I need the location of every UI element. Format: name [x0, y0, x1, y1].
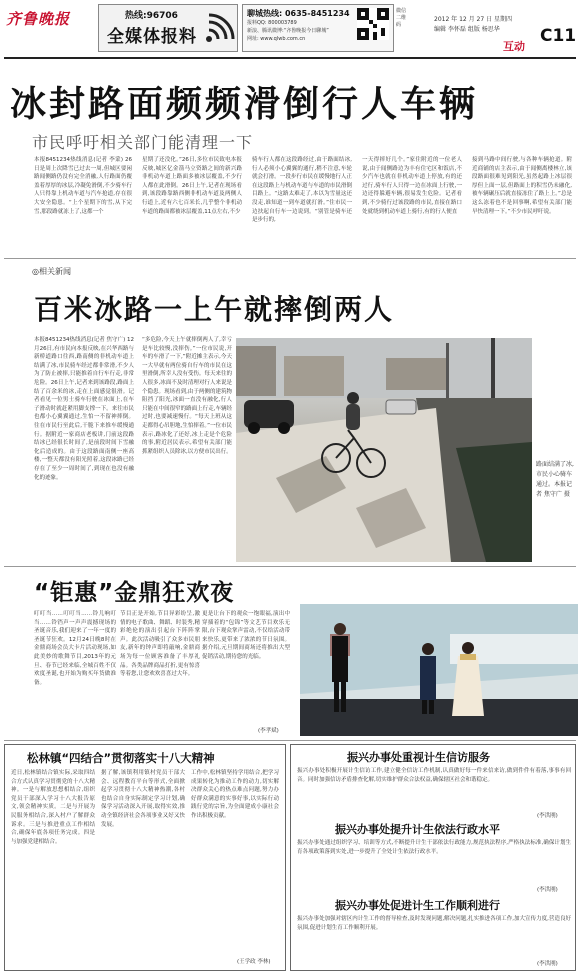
article2-column: 节目正是开始,节目异彩纷呈,激情的电子歌曲、舞蹈、时装秀,精彩绝伦的演出引起台下阵阵掌声。此次活动吸引了众多市民朋友,新年的钟声即将敲响,金鼎商场为每一位顾客准备了丰厚礼品。各类品牌商品打折,更有惊喜等着您,让您欢欢喜喜过大年。: [120, 611, 200, 678]
article1-headline: 冰封路面频频滑倒行人车辆: [10, 84, 479, 125]
hotline-banner: [98, 4, 238, 52]
related-news-label: ◎相关新闻: [32, 267, 71, 276]
related-column: 本报8451234热线消息(记者 焦守广) 12月26日,有市民向本报反映,在兴华西路与新桥道路口往西,路南侧的非机动车道上结满了冰,市民骑车经过都非常滑,不少人为了防止被摔,只能推着自行车行走,非常危险。26日上午,记者来到该路段,路面上结了百余米的冰,走在上面感觉很滑。记者看见一位男士骑车行驶在冰面上,在车子滑动时就赶紧用脚支撑一下。来往市民也都小心翼翼通过,生怕一不留神摔倒。往在市民行至此后,干脆下来推车缓慢通行。据附近一家商店老板讲,门前这段路结冰已经很长时间了,是前段时间下雪融化后造成的。由于这段路面南侧一座高楼,一整天都没有阳光照着,这段冰路已经存在了至少一周时间了,到现在也没有融化的迹象。: [34, 337, 134, 481]
right-item-credit: (李洪刚): [537, 813, 558, 819]
contact-line: 网址: www.qlwb.com.cn: [247, 36, 306, 42]
editor-line: 编辑 李怀磊 组版 杨思华: [434, 26, 500, 33]
left-box-column: 近日,松林镇结合镇实际,采取四结合方式认真学习贯彻党的十八大精神。一是与解放思想相结合,组织党员干部深入学习十八大报告原文,领会精神实质。二是与开展为民服务相结合,深入村户了解群众诉求。三是与推进重点工作相结合,确保年底各项任务完成。四是与加强党建相结合。: [11, 770, 95, 845]
article1-subhead: 市民呼吁相关部门能清理一下: [32, 133, 254, 152]
left-box-column: 据了解,该镇利用镇村党员干部大会、远程教育平台等形式,全面掀起学习贯彻十八大精神热潮,各村也结合自身实际制定学习计划,确保学习活动深入开展,取得实效,推动全镇经济社会各项事业又好又快发展。: [101, 770, 185, 828]
article2-column: 更是让台下的观众一饱眼福,演出中穿插着的“包锦”等文艺节目欢乐无限,台下观众掌声雷动,不仅给活动带来快乐,更带来了浓浓的节日氛围。据介绍,元旦期间商场还将推出大型促销活动,期待您的光临。: [202, 611, 290, 660]
news-photo: [236, 338, 532, 562]
contact-line: 聊城热线: 0635-8451234: [247, 9, 350, 18]
right-item-credit: (李洪刚): [537, 887, 558, 893]
article1-column: 骑车行人都在这段路经过,由于路面结冰,行人必须小心翼翼的通行,稍不注意,车轮就会打滑。一段步行市民在缓慢地行人正在这段路上与机动车道与车道的市民滑倒目路上。“这路太难走了,本以为雪量这还没走,谁知道一到车道就打滑。”住市民一边扶起自行车一边说到。“别管是骑车还是步行的,: [252, 157, 352, 224]
right-item-body: 振兴办事处加强对辖区内计生工作的督导检查,及时发现问题,解决问题,扎实推进各项工作,加大宣传力度,营造良好氛围,促进计划生育工作顺利开展。: [297, 916, 571, 931]
right-item-headline: 振兴办事处重视计生信访服务: [347, 751, 490, 764]
left-box-credit: (王学政 李林): [237, 959, 271, 965]
event-photo: [300, 604, 578, 736]
bottom-left-box: [4, 744, 286, 971]
article2-column: 叮叮当……叮叮当……铃儿响叮当……铃铛声一声声震撼现场的圣诞音乐,我们迎来了一年一度的圣诞节狂欢。12月24日晚8时在金鼎商场会员大卡片活动现场,如此美妙的歌舞节目,2013年的元旦、春节已经来临,全城百姓不仅欢度圣诞,也开始为购买年货做准备。: [34, 611, 116, 686]
banner-title: 全媒体报料: [107, 27, 197, 47]
article1-column: 接到马路中间行驶,与各种车辆抢道。附近商铺的店主表示,由于闻侧离楼林立,该段路面很难见到阳光,虽然起路上冰层很厚但上面一层,但路面上的积雪仍未融化,被车辆碾压后就直接冻住了路上上。”总是这么冻着也不是回事啊,希望有关部门能早快清理一下。”不少市民呼吁说。: [472, 157, 572, 215]
article1-column: 一天得摔好几个。”家住附近的一位老人说,由于闻侧路边为丰有住宅区和饭店,不少汽车也就在非机动车道上停放,有的还过行,骑车行人只得一边在冰面上行驶,一边还得躲避车辆,很易发生危险。记者看到,不少骑行过该段路的市民,直接在路口处就绕到机动车道上骑行,有的行人便直: [362, 157, 462, 215]
article2-credit: (李孝斌): [258, 728, 279, 734]
article1-column: 星期了还没化。”26日,多位市民致电本报反映,城区亿金箭马立资路之间的新兴路非机动车道上路面多被冰层覆盖,不少行人都在此滑倒。26日上午,记者在现场看到,该段路靠路西侧非机动车道及两侧人行道上,近有六七百米长,几乎整个非机动车道的路面都被冰层覆盖,11点左右,不少: [142, 157, 242, 215]
left-box-headline: 松林镇“四结合”贯彻落实十八大精神: [27, 751, 215, 765]
qr-caption: 微信二维码: [396, 8, 407, 28]
hotline-number: 96706: [146, 11, 178, 21]
related-headline: 百米冰路一上午就摔倒两人: [34, 293, 395, 326]
wifi-signal-icon: [203, 13, 235, 45]
article2-headline: “钜惠”金鼎狂欢夜: [34, 580, 235, 606]
photo-caption: 路面结满了冰,市民小心骑车通过。本报记者 焦守广 摄: [536, 461, 574, 498]
left-box-column: 工作中,松林镇坚持学用结合,把学习成果转化为推动工作的动力,切实解决群众关心的热点难点问题,努力办好群众满意的实事好事,以实际行动践行党的宗旨,为全面建成小康社会作出积极贡献。: [191, 770, 279, 819]
article1-column: 本报8451234热线消息(记者 李蒙) 26日是周上次降雪已过去一周,但城区要闲路闻侧路仍没有完全消融,人行路面仍覆盖着厚厚的冰层,冷凝免滑倒,不少骑车行人只得靠上机动车道与汽车抢道,存在很大安全隐患。“上个星期下的雪,从下完雪,那段路就冻上了,这都一个: [34, 157, 132, 215]
right-item-body: 振兴办事处通过组织学习、培训等方式,不断提升计生干部依法行政能力,规范执法程序,严格执法标准,确保计划生育各项政策落到实处,进一步提升了全处计生依法行政水平。: [297, 840, 571, 855]
contact-line: 新浪、腾讯微博:“齐鲁晚报今日聊城”: [247, 28, 329, 34]
related-column: “多危险,今天上午就摔倒两人了,幸亏是车比较慢,没摔伤。”一位市民说,开车的车滑了一下,”附近摊主表示,今天一大早就有两位骑自行车的市民在这里滑倒,所幸人没有受伤。每天来往的人很多,冰面不及时清理对行人来说是个隐患。现场看到,由于两侧的建筑物阻挡了阳光,冰面一直没有融化,行人只能在中间很窄的路面上行走,车辆经过时,也要减速慢行。“每天上班从这走都得心吊胆地,生怕摔着。”一位市民表示,路冰化了还好,冰上走是个危险的事,附近居民表示,希望有关部门能抓紧组织人员除冰,以方便市民出行。: [142, 337, 232, 455]
page-number: C11: [540, 26, 577, 46]
hotline-label: 热线:: [125, 11, 147, 21]
section-label: 互动: [503, 40, 525, 53]
right-item-credit: (李洪刚): [537, 961, 558, 967]
qr-code-icon: [357, 8, 389, 40]
right-item-body: 振兴办事处积极开展计生信访工作,建立健全信访工作机制,认真做好每一件来信来访,做到件件有着落,事事有回音。同时加强信访矛盾排查化解,切实维护群众合法权益,确保辖区社会和谐稳定。: [297, 768, 571, 783]
right-item-headline: 振兴办事处促进计生工作顺利进行: [335, 899, 500, 912]
contact-line: 报料QQ: 800003789: [247, 20, 297, 26]
newspaper-logo: 齐鲁晚报: [6, 10, 71, 28]
right-item-headline: 振兴办事处提升计生依法行政水平: [335, 823, 500, 836]
date-line: 2012 年 12 月 27 日 星期四: [434, 16, 512, 23]
masthead: [0, 0, 580, 58]
bottom-right-box: [290, 744, 576, 971]
